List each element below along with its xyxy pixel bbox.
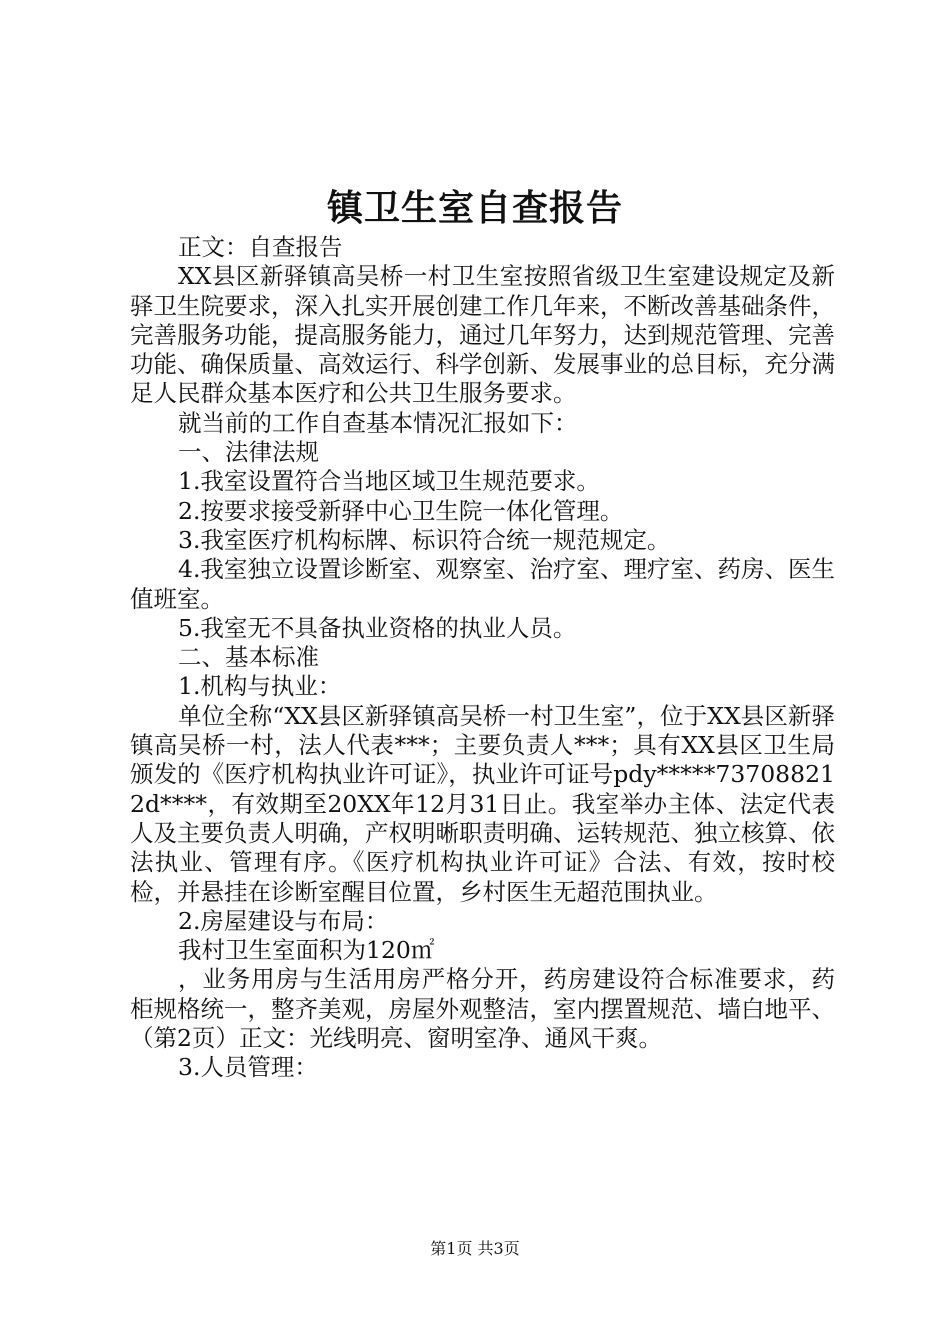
paragraph: 我村卫生室面积为120㎡ xyxy=(178,936,435,965)
paragraph: ，业务用房与生活用房严格分开，药房建设符合标准要求，药柜规格统一，整齐美观，房屋外观整洁，室内摆置规范、墙白地平、（第2页）正文：光线明亮、窗明室净、通风干爽。 xyxy=(130,965,835,1053)
paragraph: XX县区新驿镇高吴桥一村卫生室按照省级卫生室建设规定及新驿卫生院要求，深入扎实开展创建工作几年来，不断改善基础条件，完善服务功能，提高服务能力，通过几年努力，达到规范管理、完善功能、确保质量、高效运行、科学创新、发展事业的总目标，充分满足人民群众基本医疗和公共卫生服务要求。 xyxy=(130,262,835,408)
paragraph: 5.我室无不具备执业资格的执业人员。 xyxy=(178,613,577,642)
subsection-heading: 3.人员管理： xyxy=(178,1053,318,1082)
section-heading: 二、基本标准 xyxy=(178,643,319,672)
paragraph: 就当前的工作自查基本情况汇报如下： xyxy=(178,408,578,437)
subsection-heading: 1.机构与执业： xyxy=(178,672,342,701)
document-body xyxy=(130,233,835,1083)
paragraph: 4.我室独立设置诊断室、观察室、治疗室、理疗室、药房、医生值班室。 xyxy=(130,555,835,613)
subsection-heading: 2.房屋建设与布局： xyxy=(178,906,389,935)
document-title: 镇卫生室自查报告 xyxy=(326,187,623,229)
paragraph: 3.我室医疗机构标牌、标识符合统一规范规定。 xyxy=(178,525,671,554)
paragraph: 1.我室设置符合当地区域卫生规范要求。 xyxy=(178,467,600,496)
page-footer: 第1页 共3页 xyxy=(430,1239,520,1258)
section-heading: 一、法律法规 xyxy=(178,438,319,467)
paragraph: 正文：自查报告 xyxy=(178,233,343,261)
paragraph: 单位全称“XX县区新驿镇高吴桥一村卫生室”，位于XX县区新驿镇高吴桥一村，法人代表***；主要负责人***；具有XX县区卫生局颁发的《医疗机构执业许可证》，执业许可证号pdy*****737088212d****，有效期至20XX年12月31日止。我室举办主体、法定代表人及主要负责人明确，产权明晰职责明确、运转规范、独立核算、依法执业、管理有序。《医疗机构执业许可证》合法、有效，按时校检，并悬挂在诊断室醒目位置，乡村医生无超范围执业。 xyxy=(130,701,835,906)
paragraph: 2.按要求接受新驿中心卫生院一体化管理。 xyxy=(178,496,624,525)
